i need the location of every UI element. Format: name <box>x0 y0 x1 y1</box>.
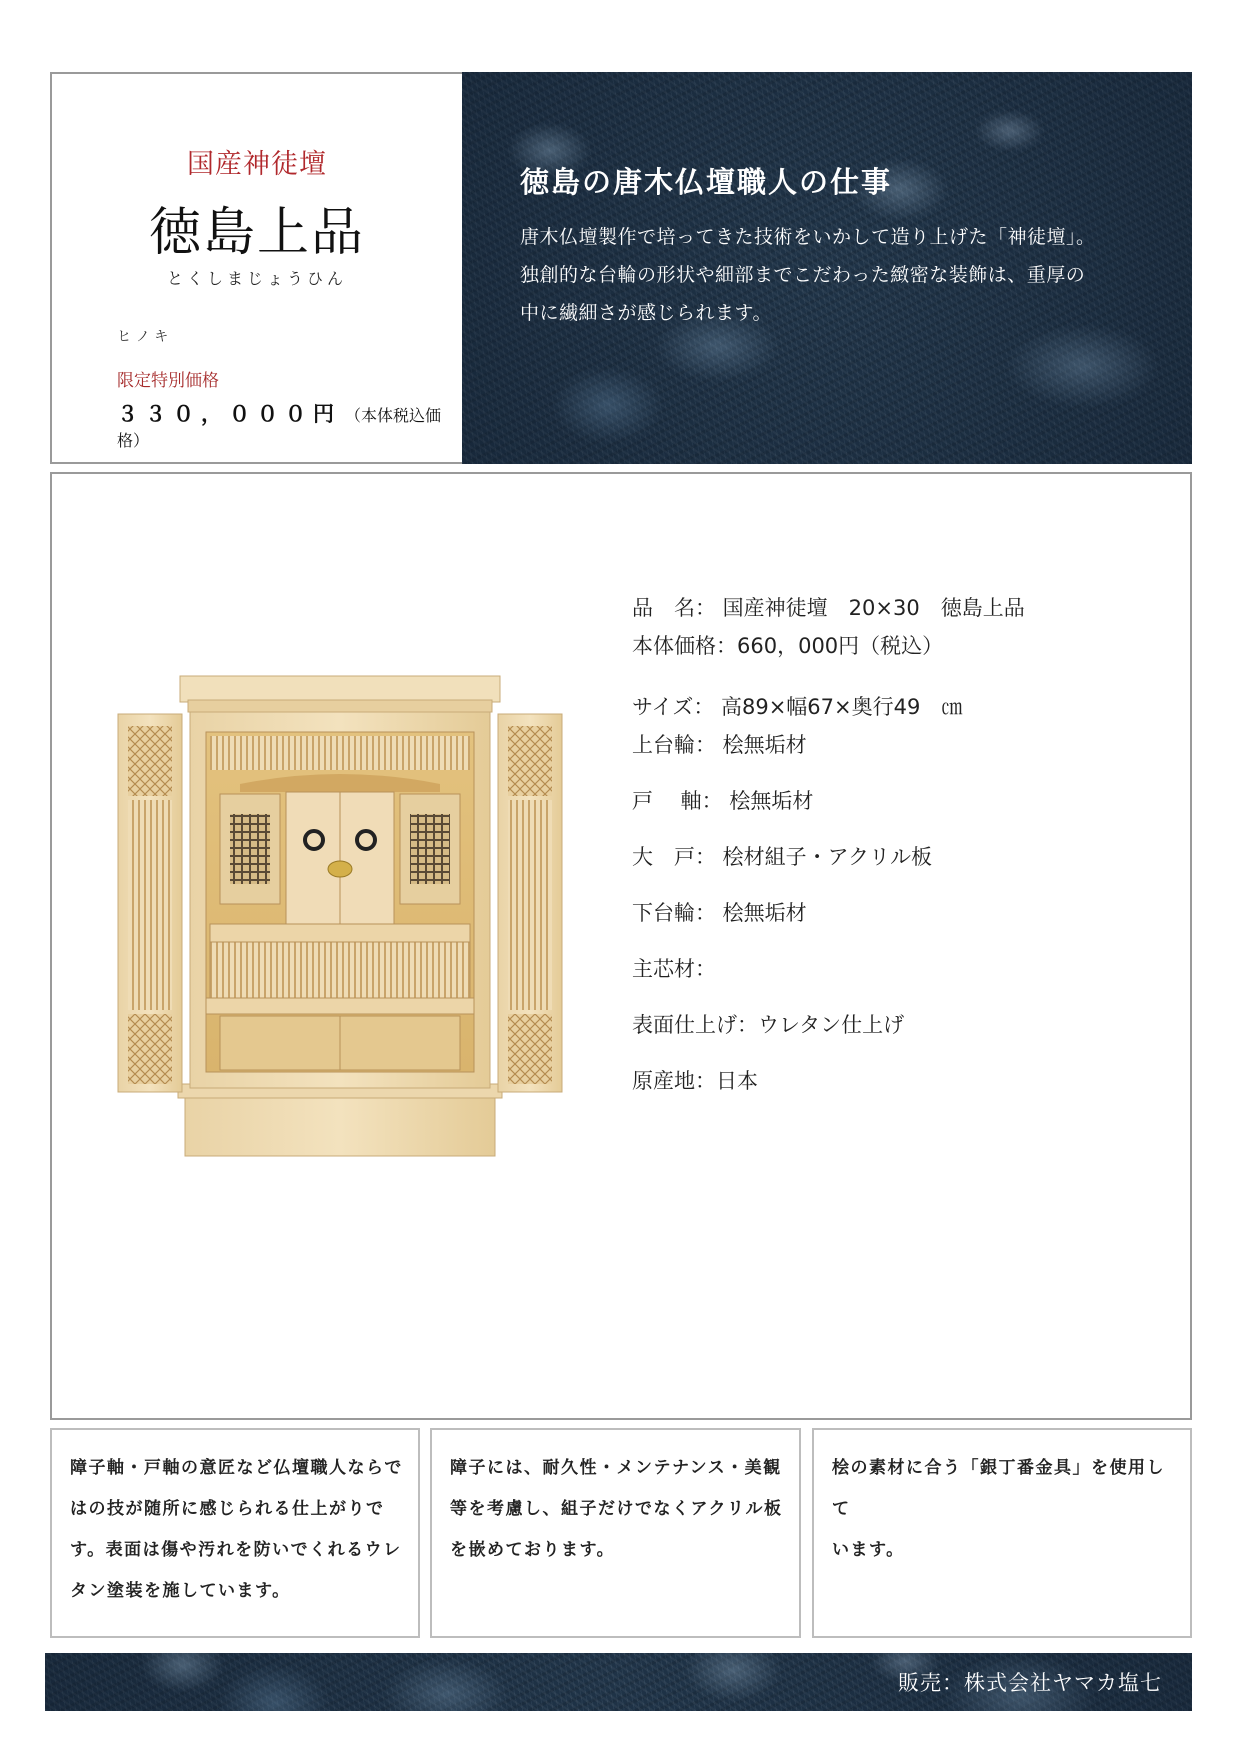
price-amount: ３３０，０００円 <box>117 401 341 426</box>
product-header <box>50 72 462 464</box>
feature-line: タン塗装を施しています。 <box>70 1581 291 1601</box>
product-category: 国産神徒壇 <box>187 149 327 180</box>
spec-item: 戸 軸： 桧無垢材 <box>632 789 814 813</box>
intro-title: 徳島の唐木仏壇職人の仕事 <box>520 165 893 199</box>
price-note: （本体税込価格） <box>117 406 442 450</box>
price-label: 限定特別価格 <box>117 371 219 391</box>
spec-item: 品 名： 国産神徒壇 20×30 徳島上品 <box>632 596 1025 620</box>
spec-item: 表面仕上げ：ウレタン仕上げ <box>632 1013 905 1037</box>
product-detail-box <box>50 472 1192 1420</box>
intro-line: 唐木仏壇製作で培ってきた技術をいかして造り上げた「神徒壇」。 <box>520 226 1096 248</box>
product-title: 徳島上品 <box>148 203 365 263</box>
feature-box <box>50 1428 420 1638</box>
product-material: ヒノキ <box>117 329 174 345</box>
spec-item: 主芯材： <box>632 957 716 981</box>
feature-box <box>430 1428 801 1638</box>
price-row <box>117 398 462 451</box>
feature-line: を嵌めております。 <box>450 1540 616 1560</box>
feature-line: います。 <box>832 1540 905 1560</box>
footer-bar <box>45 1653 1192 1711</box>
feature-line: す。表面は傷や汚れを防いでくれるウレ <box>70 1540 402 1560</box>
product-reading: とくしまじょうひん <box>166 269 347 288</box>
product-photo <box>90 624 590 1174</box>
intro-line: 独創的な台輪の形状や細部までこだわった緻密な装飾は、重厚の <box>520 264 1086 286</box>
spec-item: サイズ： 高89×幅67×奥行49 ㎝ <box>632 695 963 719</box>
intro-line: 中に繊細さが感じられます。 <box>520 302 772 324</box>
feature-line: 障子には、耐久性・メンテナンス・美観 <box>450 1458 782 1478</box>
seller-name: 販売：株式会社ヤマカ塩七 <box>898 1671 1162 1695</box>
spec-item: 上台輪： 桧無垢材 <box>632 733 807 757</box>
feature-line: 障子軸・戸軸の意匠など仏壇職人ならで <box>70 1458 403 1478</box>
intro-panel <box>462 72 1192 464</box>
spec-item: 原産地：日本 <box>632 1069 758 1093</box>
feature-line: 等を考慮し、組子だけでなくアクリル板 <box>450 1499 783 1519</box>
spec-item: 下台輪： 桧無垢材 <box>632 901 807 925</box>
feature-line: はの技が随所に感じられる仕上がりで <box>70 1499 385 1519</box>
intro-text <box>520 218 1150 332</box>
spec-item: 大 戸： 桧材組子・アクリル板 <box>632 845 933 869</box>
spec-item: 本体価格：660，000円（税込） <box>632 634 944 658</box>
feature-line: 桧の素材に合う「銀丁番金具」を使用して <box>832 1458 1165 1519</box>
feature-box <box>812 1428 1192 1638</box>
